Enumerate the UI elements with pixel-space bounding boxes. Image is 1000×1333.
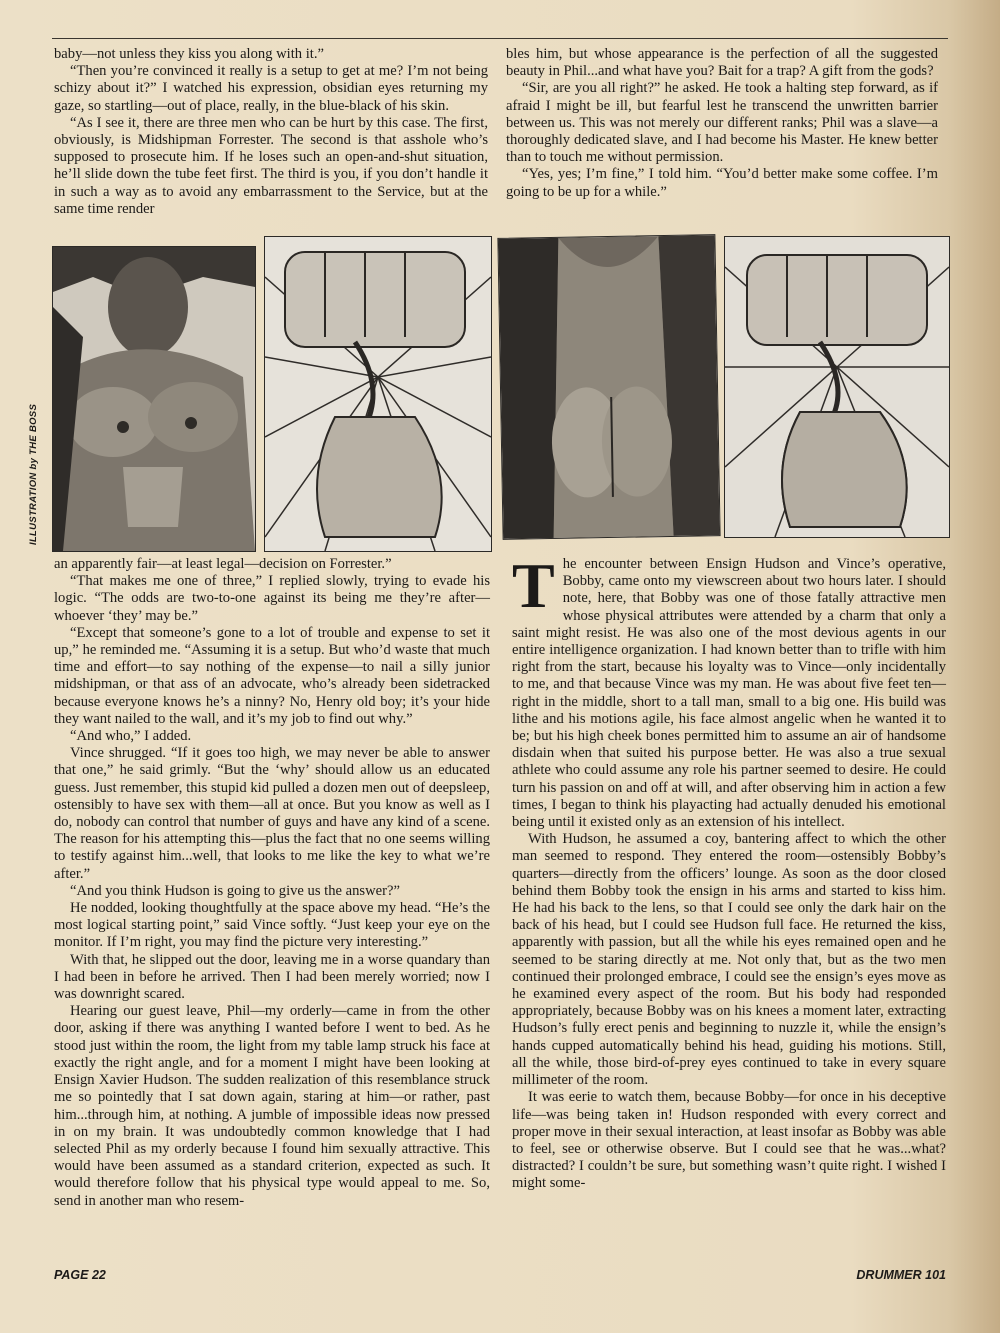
paragraph: Vince shrugged. “If it goes too high, we may never be able to answer that one,” he said grimly. “But the ‘why’ should allow us an educated guess. Just remember, this stupid kid pulled a dozen men out of deepsleep, ostensibly to have sex with them—all at once. But you know as well as I do, nobody can control that number of guys and have any kind of a scene. The reason for his attempting this—plus the fact that no one seems willing to testify against him...well, that looks to me like the key to what we’re after.”	[54, 745, 490, 882]
paragraph: It was eerie to watch them, because Bobby—for once in his deceptive life—was being taken in! Hudson responded with every correct and proper move in their sexual interaction, at least insofar as Bobby was able to feel, see or otherwise observe. But I could see that he was...what? distracted? I couldn’t be sure, but something wasn’t quite right. I wished I might some-	[512, 1089, 946, 1192]
fist-rope-illustration-2	[725, 237, 949, 537]
paragraph: “Sir, are you all right?” he asked. He took a halting step forward, as if afraid I might be ill, but fearful lest he transcend the unwritten barrier between us. This was not merely our different ranks; Phil was a slave—a thoroughly dedicated slave, and I had become his Master. He knew better than to touch me without permission.	[506, 80, 938, 166]
illustration-panel-fist-rope-2	[724, 236, 950, 538]
drop-cap: T	[512, 550, 555, 621]
paragraph: With that, he slipped out the door, leaving me in a worse quandary than I had been in before he arrived. Then I had been merely worried; now I was downright scared.	[54, 951, 490, 1003]
paragraph: “And who,” I added.	[70, 728, 192, 745]
paragraph: “That makes me one of three,” I replied slowly, trying to evade his logic. “The odds are two-to-one against its being me they’re after—whoever ‘they’ may be.”	[54, 573, 490, 624]
paragraph: an apparently fair—at least legal—decision on Forrester.”	[54, 556, 392, 572]
illustration-credit: ILLUSTRATION by THE BOSS	[28, 403, 39, 545]
illustration-panel-fist-rope	[264, 236, 492, 552]
paragraph: Hearing our guest leave, Phil—my orderly—came in from the other door, asking if there was anything I wanted before I went to bed. As he stood just within the room, the light from my table lamp struck his face at exactly the right angle, and for a moment I might have been looking at Ensign Xavier Hudson. The sudden realization of this resemblance struck me so pointedly that I sat down again, staring at him—or rather, past him...through him, at nothing. A jumble of impossible ideas now pressed in on my brain. It was undoubtedly common knowledge that I had selected Phil as my orderly because I found him sexually attractive. This would have been assumed as a standard criterion, expected as such. It would therefore follow that his physical type would appeal to me. So, send in another man who resem-	[54, 1003, 490, 1209]
paragraph: “Then you’re convinced it really is a setup to get at me? I’m not being schizy about it?” I watched his expression, obsidian eyes returning my gaze, so startling—out of place, really, in the blue-black of his skin.	[54, 63, 488, 114]
paragraph: “As I see it, there are three men who can be hurt by this case. The first, obviously, is Midshipman Forrester. The second is that asshole who’s supposed to prosecute him. If he loses such an open-and-shut situation, he’ll slide down the tube feet first. The third is you, if you don’t handle it in such a way as to avoid any embarrassment to the Service, but at the same time render	[54, 114, 488, 217]
paragraph: “Except that someone’s gone to a lot of trouble and expense to set it up,” he reminded me. “Assuming it is a setup. But who’d waste that much time and effort—to say nothing of the expense—to nail a silly junior midshipman, or that ass of an advocate, who’s already been sidetracked because everyone knows he’s a ninny? No, Henry old boy; it’s your hide they want nailed to the wall, and it’s my job to find out why.”	[54, 624, 490, 727]
paragraph: baby—not unless they kiss you along with it.”	[54, 46, 324, 62]
paragraph: “And you think Hudson is going to give us the answer?”	[70, 882, 400, 899]
paragraph: He nodded, looking thoughtfully at the space above my head. “He’s the most logical starting point,” said Vince softly. “Just keep your eye on the monitor. If I’m right, you may find the picture very interesting.”	[54, 900, 490, 951]
column-top-right	[506, 46, 938, 201]
torso-illustration	[53, 247, 255, 551]
back-illustration	[498, 235, 719, 539]
paragraph: bles him, but whose appearance is the perfection of all the suggested beauty in Phil...and what have you? Bait for a trap? A gift from the gods?	[506, 46, 938, 80]
paragraph: With Hudson, he assumed a coy, bantering affect to which the other man seemed to respond. They entered the room—ostensibly Bobby’s quarters—directly from the officers’ lounge. As soon as the door closed behind them Bobby took the ensign in his arms and started to kiss him. He had his back to the lens, so that I could see only the dark hair on the back of his head, but I could see Hudson full face. He returned the kiss, apparently with passion, but all the while his eyes remained open and he seemed to be staring directly at me. Not only that, but as the two men continued their prolonged embrace, I could see the ensign’s eyes move as he examined every aspect of the room. But his body had responded appropriately, because Bobby was on his knees a moment later, extracting Hudson’s fully erect penis and beginning to nuzzle it, while the ensign’s hands cupped automatically behind his head, guiding his motions. Still, all the while, those bird-of-prey eyes continued to take in every square millimeter of the room.	[512, 831, 946, 1089]
paragraph: “Yes, yes; I’m fine,” I told him. “You’d better make some coffee. I’m going to be up for a while.”	[506, 166, 938, 200]
paragraph-text: he encounter between Ensign Hudson and Vince’s operative, Bobby, came onto my viewscreen about two hours later. I should note, here, that Bobby was one of those fatally attractive men whose physical attributes were attended by a charm that only a saint might resist. He was also one of the most devious agents in our entire intelligence organization. I had known better than to trifle with him right from the start, because his loyalty was to Vince—only incidentally to me, and that because Vince was my man. He was about five feet ten—right in the middle, short to a tall man, small to a big one. His build was lithe and his motions agile, his face almost angelic when he wanted it to be; but his high cheek bones permitted him to assume an air of handsome disdain when that suited his purpose better. He was also a true sexual athlete who could assume any role his partner seemed to desire. He could turn his passion on and off at will, and after observing him in action a few times, I began to think his playacting had actually denuded his emotional being until it existed only as an extension of his intellect.	[512, 556, 946, 831]
column-bottom-right	[512, 550, 946, 1193]
page-number: PAGE 22	[54, 1268, 106, 1282]
magazine-issue: DRUMMER 101	[856, 1268, 946, 1282]
illustration-panel-torso	[52, 246, 256, 552]
column-bottom-left	[54, 556, 490, 1210]
top-rule	[52, 38, 948, 39]
illustration-panel-back	[497, 234, 720, 540]
column-top-left	[54, 46, 488, 218]
fist-rope-illustration	[265, 237, 491, 551]
paragraph-dropcap	[512, 550, 946, 831]
